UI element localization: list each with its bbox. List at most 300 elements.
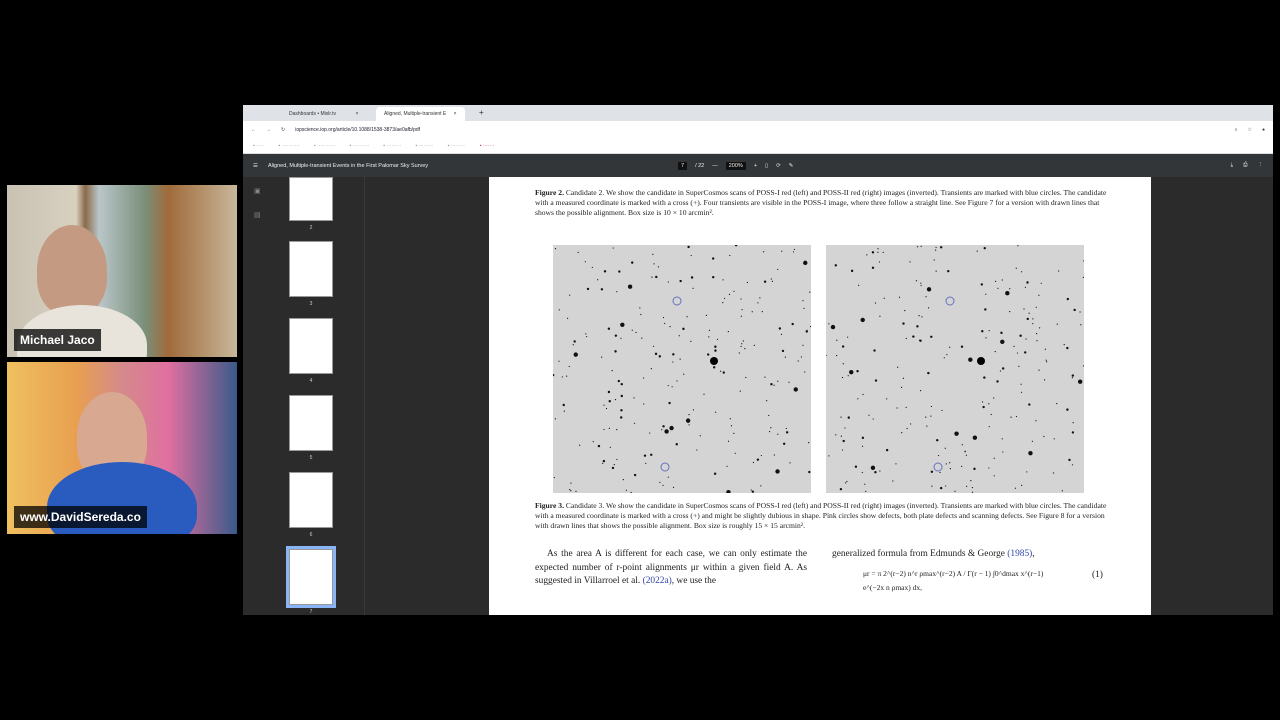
video-tile-michael bbox=[7, 185, 237, 357]
menu-icon[interactable]: ☰ bbox=[253, 162, 258, 169]
star bbox=[639, 307, 640, 308]
star bbox=[828, 323, 829, 324]
star bbox=[753, 462, 754, 463]
star bbox=[945, 485, 946, 486]
star bbox=[615, 334, 617, 336]
star bbox=[940, 246, 942, 248]
star bbox=[653, 263, 654, 264]
bookmark[interactable]: ▪ ········· bbox=[415, 143, 434, 149]
star bbox=[861, 318, 865, 322]
star bbox=[1036, 333, 1037, 334]
bookmark[interactable]: ▪ ··········· bbox=[313, 143, 336, 149]
page-thumbnail-selected[interactable] bbox=[289, 549, 333, 605]
star bbox=[917, 246, 918, 247]
star bbox=[884, 298, 885, 299]
star bbox=[995, 281, 996, 282]
star bbox=[966, 455, 967, 456]
star bbox=[927, 372, 929, 374]
star bbox=[1044, 379, 1045, 380]
star bbox=[1002, 367, 1004, 369]
star bbox=[620, 338, 621, 339]
star bbox=[728, 331, 729, 332]
star bbox=[744, 348, 745, 349]
more-icon[interactable]: ⋮ bbox=[1257, 162, 1263, 168]
page-thumbnail[interactable] bbox=[289, 395, 333, 451]
bookmark[interactable]: ▪ ··········· bbox=[278, 143, 300, 149]
print-icon[interactable]: ⎙ bbox=[1243, 162, 1248, 168]
zoom-in-button[interactable]: + bbox=[753, 162, 758, 169]
star bbox=[802, 300, 803, 301]
star bbox=[658, 266, 659, 267]
star bbox=[946, 354, 947, 355]
star bbox=[651, 277, 652, 278]
tab-pdf[interactable] bbox=[376, 107, 465, 121]
star bbox=[1032, 323, 1033, 324]
star bbox=[901, 432, 902, 433]
thumbnail-number: 5 bbox=[309, 455, 313, 461]
thumbnails-icon[interactable]: ▣ bbox=[254, 188, 261, 195]
bookmark[interactable]: ▪ ····· bbox=[253, 143, 265, 149]
star bbox=[712, 276, 714, 278]
new-tab-button[interactable]: + bbox=[479, 108, 484, 117]
star bbox=[687, 246, 689, 248]
star bbox=[1045, 349, 1046, 350]
transient-marker-circle bbox=[946, 297, 954, 305]
star bbox=[1025, 338, 1026, 339]
close-icon[interactable]: × bbox=[453, 111, 457, 117]
star bbox=[1002, 451, 1003, 452]
star bbox=[606, 408, 607, 409]
star bbox=[842, 449, 843, 450]
star bbox=[768, 415, 769, 416]
bookmark[interactable]: ▪ ······· bbox=[479, 143, 495, 149]
star bbox=[739, 352, 740, 353]
star bbox=[570, 483, 571, 484]
star bbox=[618, 380, 620, 382]
star bbox=[1017, 245, 1018, 246]
star bbox=[1028, 403, 1030, 405]
star bbox=[691, 255, 692, 256]
star bbox=[643, 377, 644, 378]
pdf-title: Aligned, Multiple-transient Events in the First Palomar Sky Survey bbox=[267, 162, 429, 169]
star bbox=[688, 414, 689, 415]
star bbox=[939, 472, 940, 473]
star bbox=[1039, 327, 1040, 328]
citation-link[interactable]: (2022a) bbox=[642, 576, 672, 586]
star bbox=[831, 325, 835, 329]
star bbox=[602, 463, 603, 464]
star bbox=[635, 332, 636, 333]
star bbox=[668, 281, 669, 282]
star bbox=[872, 267, 874, 269]
star bbox=[966, 486, 967, 487]
star bbox=[984, 308, 986, 310]
star bbox=[950, 468, 951, 469]
star bbox=[985, 337, 986, 338]
star bbox=[982, 406, 984, 408]
annotate-icon[interactable]: ✎ bbox=[788, 162, 794, 169]
star bbox=[954, 491, 955, 492]
star bbox=[1072, 377, 1073, 378]
star bbox=[848, 416, 850, 418]
star bbox=[1078, 379, 1082, 383]
star bbox=[774, 454, 775, 455]
thumbnail-sidebar[interactable] bbox=[243, 177, 365, 615]
star bbox=[612, 370, 613, 371]
star bbox=[640, 314, 641, 315]
star bbox=[1054, 438, 1055, 439]
star bbox=[761, 455, 762, 456]
star bbox=[609, 400, 611, 402]
star bbox=[578, 252, 579, 253]
star bbox=[770, 383, 772, 385]
star bbox=[664, 323, 665, 324]
star bbox=[690, 341, 691, 342]
star bbox=[614, 464, 615, 465]
transient-marker-circle bbox=[934, 463, 942, 471]
star bbox=[751, 489, 752, 490]
star bbox=[983, 376, 985, 378]
star bbox=[1005, 291, 1009, 295]
star bbox=[703, 394, 704, 395]
star bbox=[754, 345, 755, 346]
star bbox=[662, 485, 663, 486]
star bbox=[586, 336, 587, 337]
star bbox=[961, 466, 962, 467]
star bbox=[786, 431, 788, 433]
star bbox=[563, 404, 565, 406]
star bbox=[1083, 365, 1084, 366]
star bbox=[995, 351, 996, 352]
star bbox=[835, 434, 836, 435]
tab-mixlr[interactable] bbox=[281, 107, 366, 121]
star bbox=[1000, 340, 1004, 344]
star bbox=[920, 283, 921, 284]
star bbox=[1072, 464, 1073, 465]
star bbox=[862, 394, 863, 395]
search-icon[interactable]: ⌕ bbox=[1234, 127, 1238, 133]
star bbox=[620, 409, 622, 411]
poss1-image bbox=[553, 245, 811, 493]
star bbox=[661, 429, 662, 430]
equation-number: (1) bbox=[1092, 570, 1103, 580]
star bbox=[1002, 438, 1003, 439]
star bbox=[569, 489, 570, 490]
star bbox=[1035, 420, 1036, 421]
star bbox=[641, 338, 642, 339]
close-icon[interactable]: × bbox=[355, 111, 359, 117]
star bbox=[886, 449, 888, 451]
star bbox=[803, 261, 807, 265]
star bbox=[1026, 281, 1028, 283]
star bbox=[984, 247, 986, 249]
star bbox=[1083, 260, 1084, 261]
star bbox=[713, 366, 715, 368]
star bbox=[1009, 311, 1010, 312]
star bbox=[772, 281, 773, 282]
star bbox=[985, 294, 986, 295]
star bbox=[921, 285, 922, 286]
star bbox=[633, 397, 634, 398]
star bbox=[781, 334, 782, 335]
page-thumbnail[interactable] bbox=[289, 241, 333, 297]
star bbox=[692, 288, 693, 289]
star bbox=[634, 423, 635, 424]
star bbox=[989, 330, 990, 331]
star bbox=[921, 316, 922, 317]
star bbox=[775, 469, 779, 473]
reload-icon[interactable]: ↻ bbox=[281, 127, 286, 133]
star bbox=[785, 357, 786, 358]
tab-label: Aligned, Multiple-transient E bbox=[384, 111, 447, 117]
star bbox=[801, 356, 802, 357]
transient-marker-circle bbox=[661, 463, 669, 471]
star bbox=[877, 248, 878, 249]
star bbox=[862, 437, 864, 439]
star bbox=[977, 251, 978, 252]
star bbox=[1013, 346, 1014, 347]
star bbox=[1079, 311, 1080, 312]
star bbox=[877, 252, 878, 253]
star bbox=[1021, 392, 1022, 393]
star bbox=[682, 328, 684, 330]
star bbox=[991, 414, 992, 415]
star bbox=[921, 246, 922, 247]
tab-bar bbox=[243, 105, 1273, 121]
zoom-level[interactable]: 200% bbox=[726, 162, 746, 170]
star bbox=[649, 432, 650, 433]
star bbox=[735, 453, 736, 454]
star bbox=[931, 406, 932, 407]
star bbox=[598, 445, 600, 447]
star bbox=[597, 279, 598, 280]
download-icon[interactable]: ⤓ bbox=[1230, 162, 1234, 168]
star bbox=[926, 426, 927, 427]
star bbox=[621, 395, 623, 397]
star bbox=[930, 415, 931, 416]
star bbox=[603, 429, 604, 430]
star bbox=[873, 418, 874, 419]
back-icon[interactable]: ← bbox=[251, 127, 256, 133]
star bbox=[771, 278, 772, 279]
star bbox=[1019, 335, 1021, 337]
star bbox=[845, 482, 846, 483]
star bbox=[731, 425, 732, 426]
star bbox=[806, 330, 807, 331]
star bbox=[745, 377, 746, 378]
star bbox=[592, 267, 593, 268]
fit-page-icon[interactable]: ▯ bbox=[765, 162, 769, 169]
star bbox=[608, 328, 610, 330]
star bbox=[672, 361, 673, 362]
star bbox=[1028, 451, 1032, 455]
browser-window bbox=[243, 105, 1273, 615]
star bbox=[864, 484, 865, 485]
star bbox=[555, 418, 556, 419]
star bbox=[973, 436, 977, 440]
bookmark[interactable]: ▪ ·········· bbox=[349, 143, 370, 149]
star bbox=[562, 376, 563, 377]
star bbox=[954, 431, 958, 435]
page-thumbnail[interactable] bbox=[289, 177, 333, 221]
star bbox=[579, 445, 580, 446]
star bbox=[620, 323, 624, 327]
star bbox=[786, 428, 787, 429]
star bbox=[875, 302, 876, 303]
star bbox=[779, 327, 781, 329]
star bbox=[781, 251, 782, 252]
star bbox=[936, 271, 937, 272]
star bbox=[930, 336, 932, 338]
star bbox=[645, 463, 646, 464]
star bbox=[714, 349, 716, 351]
star bbox=[931, 486, 932, 487]
star bbox=[712, 257, 714, 259]
star bbox=[802, 345, 803, 346]
star bbox=[928, 307, 929, 308]
thumbnail-number: 6 bbox=[309, 532, 313, 538]
zoom-out-button[interactable]: — bbox=[712, 162, 718, 169]
star bbox=[846, 481, 847, 482]
star bbox=[946, 463, 947, 464]
outline-icon[interactable]: ▤ bbox=[254, 212, 261, 219]
star bbox=[569, 295, 570, 296]
transient-marker-circle bbox=[673, 297, 681, 305]
star bbox=[1023, 308, 1024, 309]
star bbox=[941, 410, 942, 411]
star bbox=[842, 345, 844, 347]
star bbox=[1043, 436, 1044, 437]
star bbox=[620, 416, 622, 418]
citation-link[interactable]: (1985) bbox=[1007, 549, 1033, 559]
bookmark[interactable]: ▪ ········· bbox=[447, 143, 466, 149]
star bbox=[842, 377, 843, 378]
star bbox=[965, 451, 966, 452]
star bbox=[729, 255, 730, 256]
star bbox=[659, 482, 660, 483]
star bbox=[886, 398, 887, 399]
star bbox=[555, 248, 556, 249]
star bbox=[769, 431, 770, 432]
star bbox=[569, 366, 570, 367]
star bbox=[835, 264, 837, 266]
star bbox=[912, 335, 914, 337]
star bbox=[616, 429, 617, 430]
star bbox=[668, 477, 669, 478]
star bbox=[1038, 295, 1039, 296]
star bbox=[669, 326, 670, 327]
star bbox=[904, 310, 905, 311]
star bbox=[733, 433, 734, 434]
star bbox=[621, 383, 623, 385]
star-icon[interactable]: ☆ bbox=[1247, 127, 1252, 133]
star bbox=[910, 423, 911, 424]
star bbox=[841, 436, 842, 437]
star bbox=[803, 308, 804, 309]
star bbox=[691, 276, 693, 278]
star bbox=[601, 288, 603, 290]
star bbox=[735, 245, 737, 246]
star bbox=[981, 330, 983, 332]
star bbox=[840, 488, 842, 490]
star bbox=[729, 294, 730, 295]
rotate-icon[interactable]: ⟳ bbox=[776, 162, 781, 169]
star bbox=[676, 380, 677, 381]
star bbox=[940, 487, 942, 489]
star bbox=[676, 443, 678, 445]
star bbox=[717, 339, 718, 340]
star bbox=[901, 387, 902, 388]
star bbox=[631, 492, 632, 493]
star bbox=[709, 330, 710, 331]
star bbox=[686, 316, 687, 317]
star bbox=[1072, 374, 1074, 376]
star bbox=[1038, 369, 1039, 370]
star bbox=[777, 269, 778, 270]
caption-text: Candidate 3. We show the candidate in SuperCosmos scans of POSS-I red (left) and POSS-II red (right) images (inverted). Transients are marked with blue circles. The candidate with a measured coordinate is marked with a cross (+) and might be slightly dubious in shape. Pink circles show defects, both plate defects and scanning defects. See Figure 8 for a version with drawn lines that shows the possible alignment. Box size is roughly 15 × 15 arcmin². bbox=[535, 501, 1107, 530]
star bbox=[879, 316, 880, 317]
star bbox=[866, 254, 867, 255]
star bbox=[655, 353, 657, 355]
star bbox=[601, 357, 602, 358]
star bbox=[1016, 416, 1017, 417]
star bbox=[855, 466, 857, 468]
star bbox=[1083, 277, 1084, 278]
page-thumbnail[interactable] bbox=[289, 318, 333, 374]
star bbox=[693, 409, 694, 410]
star bbox=[574, 352, 578, 356]
star bbox=[972, 487, 973, 488]
star bbox=[631, 261, 633, 263]
star bbox=[916, 325, 918, 327]
star bbox=[553, 374, 554, 376]
star bbox=[1021, 485, 1022, 486]
profile-icon[interactable]: ● bbox=[1261, 127, 1265, 133]
url-input[interactable]: iopscience.iop.org/article/10.1088/1538-3873/ae0afb/pdf bbox=[295, 127, 1224, 133]
page-number-input[interactable]: 7 bbox=[678, 162, 687, 170]
star bbox=[961, 346, 963, 348]
bookmark[interactable]: ▪ ········· bbox=[383, 143, 402, 149]
star bbox=[743, 340, 744, 341]
forward-icon[interactable]: → bbox=[266, 127, 271, 133]
star bbox=[783, 443, 785, 445]
star bbox=[879, 261, 880, 262]
star bbox=[934, 259, 935, 260]
star bbox=[902, 322, 904, 324]
star bbox=[679, 280, 681, 282]
star bbox=[840, 417, 841, 418]
star bbox=[1053, 472, 1054, 473]
star bbox=[865, 491, 866, 492]
star bbox=[1032, 318, 1033, 319]
star bbox=[903, 378, 904, 379]
star bbox=[733, 291, 734, 292]
page-thumbnail[interactable] bbox=[289, 472, 333, 528]
bright-star bbox=[710, 357, 718, 365]
star bbox=[794, 387, 798, 391]
thumbnail-number: 2 bbox=[309, 225, 313, 231]
star bbox=[559, 309, 560, 310]
star bbox=[715, 412, 716, 413]
thumbnail-number: 3 bbox=[309, 301, 313, 307]
address-bar-row bbox=[243, 121, 1273, 139]
star bbox=[808, 442, 809, 443]
star bbox=[651, 368, 652, 369]
star bbox=[962, 444, 963, 445]
bright-star bbox=[977, 357, 985, 365]
star bbox=[1066, 347, 1068, 349]
star bbox=[1017, 352, 1018, 353]
